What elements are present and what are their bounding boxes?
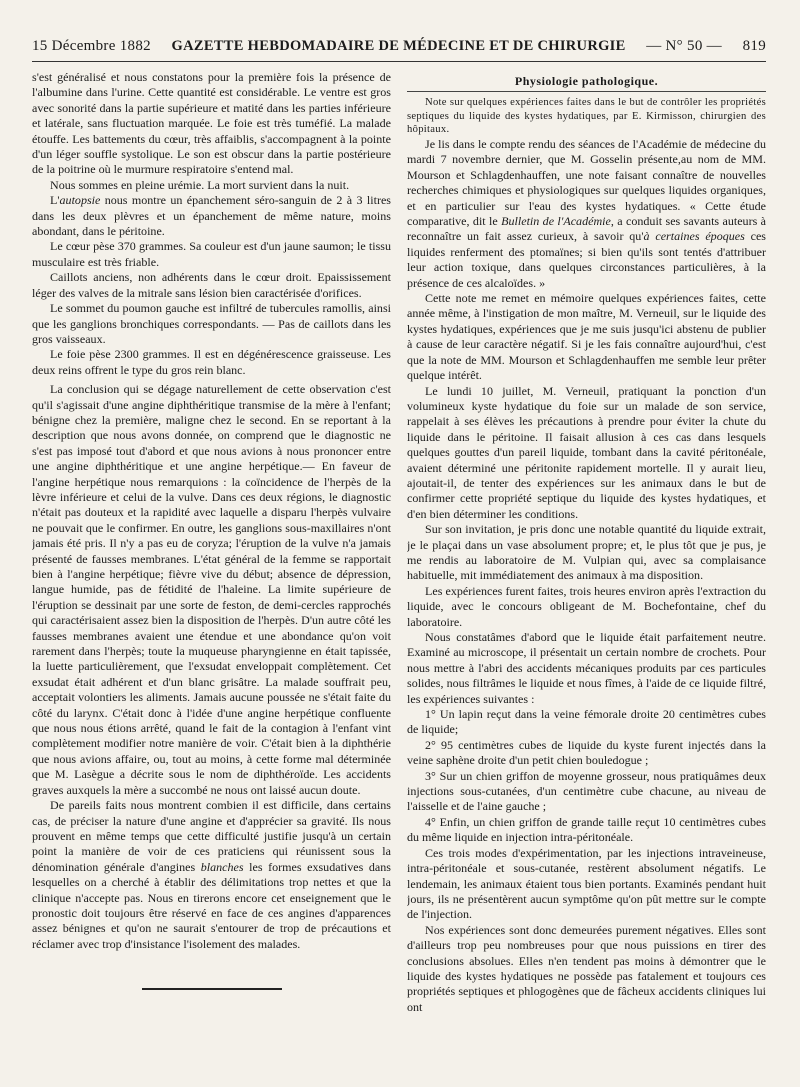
left-column bbox=[32, 70, 391, 1060]
italic-term: Bulletin de l'Académie bbox=[501, 214, 611, 229]
paragraph: Le foie pèse 2300 grammes. Il est en dégénérescence graisseuse. Les deux reins offrent le type du gros rein blanc. bbox=[32, 347, 391, 377]
header-title: GAZETTE HEBDOMADAIRE DE MÉDECINE ET DE CHIRURGIE bbox=[171, 38, 626, 54]
italic-term: à certaines époques bbox=[643, 229, 745, 244]
header-page-number: 819 bbox=[742, 38, 766, 54]
paragraph: Nos expériences sont donc demeurées purement négatives. Elles sont d'ailleurs trop peu nombreuses pour que nous puissions en tirer des conclusions absolues. Elles n'en tendent pas moins à démontrer que le liquide des kystes hydatiques ne possède pas fatalement et toujours ces propriétés septiques et phlogogènes que de fâcheux accidents cliniques lui ont bbox=[407, 922, 766, 1014]
paragraph: Le lundi 10 juillet, M. Verneuil, pratiquant la ponction d'un volumineux kyste hydatique du foie sur un malade de son service, rappelait à ses élèves les précautions à prendre pour éviter la chute du liquide dans le péritoine. Il faisait allusion à ces cas dans lesquels quelques gouttes d'un pareil liquide, tombant dans la cavité péritonéale, avaient déterminé une péritonite rapidement mortelle. Il y aurait lieu, ajoutait-il, de tenter des expériences sur les animaux dans le but de confirmer cette propriété septique du liquide des kystes hydatiques, et d'en bien déterminer les conditions. bbox=[407, 383, 766, 521]
paragraph: s'est généralisé et nous constatons pour la première fois la présence de l'albumine dans l'urine. Cette quantité est considérable. Le ventre est gros avec sonorité dans la partie supérieure et matité dans les parties inférieure et latérale, sans fluctuation marquée. Le foie est très tuméfié. La malade étouffe. Les battements du cœur, très affaiblis, s'accompagnent à la pointe d'un léger souffle systolique. Le son est obscur dans la partie postérieure de la poitrine où le murmure respiratoire s'entend mal. bbox=[32, 70, 391, 177]
italic-term: blanches bbox=[200, 859, 244, 874]
paragraph: 2° 95 centimètres cubes de liquide du kyste furent injectés dans la veine saphène droite d'un petit chien bouledogue ; bbox=[407, 737, 766, 768]
article-heading: Note sur quelques expériences faites dans le but de contrôler les propriétés septiques du liquide des kystes hydatiques, par E. Kirmisson, chirurgien des hôpitaux. bbox=[407, 97, 766, 136]
paragraph: Ces trois modes d'expérimentation, par les injections intraveineuse, intra-péritonéale et sous-cutanée, restèrent absolument négatifs. Le lendemain, les animaux étaient tous bien portants. Examinés pendant huit jours, ils ne présentèrent aucun symptôme qu'on pût mettre sur le compte de l'injection. bbox=[407, 845, 766, 922]
paragraph: 1° Un lapin reçut dans la veine fémorale droite 20 centimètres cubes de liquide; bbox=[407, 707, 766, 737]
right-column bbox=[407, 70, 766, 1060]
paragraph: Sur son invitation, je pris donc une notable quantité du liquide extrait, je le plaçai dans un vase absolument propre; et, le plus tôt que je pus, je me rendis au laboratoire de M. Vulpian qui, avec sa complaisance habituelle, mit immédiatement des animaux à ma disposition. bbox=[407, 522, 766, 583]
paragraph: Le sommet du poumon gauche est infiltré de tubercules ramollis, ainsi que les ganglions bronchiques correspondants. — Pas de caillots dans les gros vaisseaux. bbox=[32, 301, 391, 346]
running-header bbox=[32, 38, 766, 62]
two-column-body bbox=[32, 70, 766, 1060]
paragraph: De pareils faits nous montrent combien il est difficile, dans certains cas, de préciser la nature d'une angine et d'apprécier sa gravité. Ils nous prouvent en même temps que cette difficulté justifie jusqu'à un certain point la manière de voir de ces praticiens qui réunissent sous la dénomination générale d'angines blanches les formes exsudatives dans lesquelles on a cherché à établir des délimitations trop nettes et que la clinique n'accepte pas. Nous en tirerons encore cet enseignement que le pronostic doit toujours être réservé en face de ces angines d'apparences assez bénignes et qu'on ne saurait s'entourer de trop de précautions et réclamer avec trop d'insistance l'isolement des malades. bbox=[32, 798, 391, 951]
header-issue: — N° 50 — bbox=[646, 38, 722, 54]
paragraph: Les expériences furent faites, trois heures environ après l'extraction du liquide, avec le concours obligeant de M. Bochefontaine, chef du laboratoire. bbox=[407, 583, 766, 629]
paragraph: Le cœur pèse 370 grammes. Sa couleur est d'un jaune saumon; le tissu musculaire est très friable. bbox=[32, 239, 391, 269]
paragraph: Caillots anciens, non adhérents dans le cœur droit. Epaississement léger des valves de la mitrale sans lésion bien caractérisée d'orifices. bbox=[32, 270, 391, 300]
section-title: Physiologie pathologique. bbox=[514, 74, 659, 88]
paragraph: Je lis dans le compte rendu des séances de l'Académie de médecine du mardi 7 novembre dernier, que M. Gosselin présente,au nom de MM. Mourson et Schlagdenhauffen, une note faisant connaître de nouvelles recherches chimiques et physiologiques sur quelques liquides organiques, et en particulier sur l'eau des kystes hydatiques. « Cette étude comparative, dit le Bulletin de l'Académie, a conduit ses savants auteurs à reconnaître un fait assez curieux, à savoir qu'à certaines époques ces liquides renferment des ptomaïnes; si bien qu'ils sont tentés d'attribuer leur action toxique, dans quelques circonstances particulières, à la présence de ces alcaloïdes. » bbox=[407, 137, 766, 290]
paragraph: Nous constatâmes d'abord que le liquide était parfaitement neutre. Examiné au microscope, il présentait un certain nombre de crochets. Pour nous mettre à l'abri des accidents mécaniques produits par ces particules solides, nous filtrâmes le liquide et nous fîmes, à l'aide de ce liquide filtré, les expériences suivantes : bbox=[407, 630, 766, 706]
paragraph: L'autopsie nous montre un épanchement séro-sanguin de 2 à 3 litres dans les deux plèvres et un épanchement de même nature, moins abondant, dans le péritoine. bbox=[32, 193, 391, 239]
header-date: 15 Décembre 1882 bbox=[32, 38, 151, 54]
paragraph: La conclusion qui se dégage naturellement de cette observation c'est qu'il s'agissait d'une angine diphthéritique transmise de la mère à l'enfant; bénigne chez la première, maligne chez le second. En se reportant à la description que nous avons donnée, on comprend que le diagnostic ne s'est pas imposé tout d'abord et que nous avions à nous prononcer entre une angine diphthéritique et une angine herpétique.— En faveur de l'angine herpétique nous remarquions : la coïncidence de l'herpès de la lèvre inférieure et celui de la vulve. Dans ces deux régions, le diagnostic n'était pas douteux et la rapidité avec laquelle a disparu l'herpès vulvaire ne pouvait que le confirmer. En outre, les ganglions sous-maxillaires n'ont jamais été pris. Il n'y a pas eu de coryza; l'éruption de la vulve n'a jamais présenté de fausses membranes. L'état général de la femme se rapportait bien à l'angine herpétique; fièvre vive du début; absence de dépression, langue humide, pas de fétidité de l'haleine. La limite supérieure de l'éruption se dessinait par une sorte de feston, de demi-cercles rapprochés qui caractérisaient assez bien la disposition de l'herpès. D'un autre côté les fausses membranes avaient une étendue et une abondance qu'on voit rarement dans l'herpès; toute la muqueuse pharyngienne en était tapissée, la luette particulièrement, que l'exsudat enveloppait complètement. Cet exsudat était adhérent et d'un blanc grisâtre. La malade souffrait peu, acceptait volontiers les aliments. Jamais aucune poussée ne s'était faite du côté du larynx. C'était donc à l'idée d'une angine herpétique confluente que nous nous étions arrêté, quand le fait de la contagion à l'enfant vint complètement modifier notre manière de voir. C'était bien à la diphthérie que nous avions affaire, ou, tout au moins, à cette forme mal déterminée que M. Lasègue a décrite sous le nom de diphthéroïde. Les accidents graves auxquels la mère a succombé ne nous ont laissé aucun doute. bbox=[32, 382, 391, 797]
end-rule bbox=[142, 988, 282, 990]
italic-term: autopsie bbox=[59, 193, 101, 208]
paragraph: 4° Enfin, un chien griffon de grande taille reçut 10 centimètres cubes du même liquide en injection intra-péritonéale. bbox=[407, 814, 766, 845]
paragraph: Nous sommes en pleine urémie. La mort survient dans la nuit. bbox=[50, 177, 350, 192]
paragraph: 3° Sur un chien griffon de moyenne grosseur, nous pratiquâmes deux injections sous-cutanées, d'un centimètre cube chacune, au niveau de l'aisselle et de l'aine gauche ; bbox=[407, 768, 766, 814]
divider bbox=[407, 91, 766, 92]
paragraph: Cette note me remet en mémoire quelques expériences faites, cette année même, à l'instigation de mon maître, M. Verneuil, sur le liquide des kystes hydatiques, expériences que je me suis jusqu'ici abstenu de publier à cause de leur caractère négatif. Si je les fais connaître aujourd'hui, c'est que la note de MM. Mourson et Schlagdenhauffen me semble leur prêter quelque intérêt. bbox=[407, 291, 766, 383]
